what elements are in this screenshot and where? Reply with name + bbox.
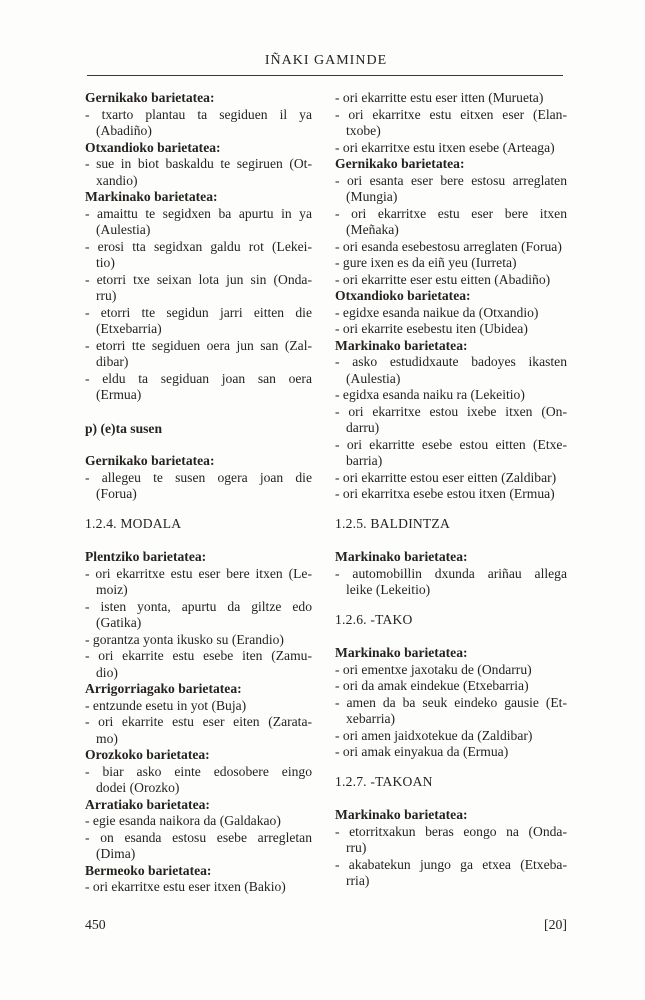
text-line: - etorri tte segidun jarri eitten die (85, 304, 312, 320)
text-line: Plentziko barietatea: (85, 549, 207, 564)
example-item (335, 321, 567, 338)
text-line: - ori ekarritxe estu eser itxen (Bakio) (85, 879, 286, 894)
text-line: (Forua) (96, 486, 137, 501)
text-column-right (335, 90, 567, 896)
example-item (85, 305, 312, 338)
example-item (335, 486, 567, 503)
example-item (85, 764, 312, 797)
text-line: 1.2.7. -TAKOAN (335, 773, 433, 789)
text-line: (Meñaka) (346, 222, 399, 237)
example-item (85, 879, 312, 896)
text-line: Gernikako barietatea: (85, 453, 215, 468)
text-line: (Aulestia) (96, 222, 151, 237)
example-item (335, 857, 567, 890)
text-line: - asko estudidxaute badoyes ikasten (335, 354, 567, 369)
section-heading (85, 516, 312, 533)
text-line: xebarria) (346, 711, 396, 726)
text-line: (Gatika) (96, 615, 142, 630)
example-item (85, 566, 312, 599)
section-label (85, 189, 312, 206)
text-line: - akabatekun jungo ga etxea (Etxeba- (335, 856, 567, 872)
text-line: - ori ekarrite esebestu iten (Ubidea) (335, 321, 528, 336)
example-item (335, 824, 567, 857)
text-line: (Dima) (96, 846, 136, 861)
section-label (85, 453, 312, 470)
section-label (335, 549, 567, 566)
text-line: 1.2.6. -TAKO (335, 611, 413, 627)
text-line: dibar) (96, 354, 129, 369)
text-line: rria) (346, 873, 370, 888)
text-line: Arrigorriagako barietatea: (85, 681, 242, 696)
example-item (85, 272, 312, 305)
section-label (85, 863, 312, 880)
example-item (85, 632, 312, 649)
text-line: - egidxa esanda naiku ra (Lekeitio) (335, 387, 525, 402)
text-line: - ori ementxe jaxotaku de (Ondarru) (335, 661, 532, 677)
example-item (335, 354, 567, 387)
text-line: Markinako barietatea: (85, 189, 218, 204)
text-line: - eldu ta segiduan joan san oera (85, 370, 312, 386)
text-line: - ori ekarritxe estu eitxen eser (Elan- (335, 106, 567, 122)
text-line: - ori ekarritte eser estu eitten (Abadiño) (335, 271, 551, 287)
text-line: - on esanda estosu esebe arregletan (85, 829, 312, 845)
text-line: (Abadiño) (96, 123, 152, 138)
section-heading (335, 774, 567, 791)
text-line: - amen da ba seuk eindeko gausie (Et- (335, 694, 567, 710)
header-rule (87, 75, 563, 76)
text-line: rru) (96, 288, 117, 303)
example-item (335, 173, 567, 206)
example-item (85, 239, 312, 272)
text-line: - ori esanda esebestosu arreglaten (Forua) (335, 238, 562, 254)
example-item (335, 678, 567, 695)
example-item (85, 107, 312, 140)
text-line: txobe) (346, 123, 381, 138)
example-item (335, 90, 567, 107)
example-item (335, 470, 567, 487)
text-line: - ori esanta eser bere estosu arreglaten (335, 172, 567, 188)
text-line: - ori ekarritte estu eser itten (Murueta) (335, 90, 544, 105)
text-line: dio) (96, 664, 118, 680)
example-item (335, 140, 567, 157)
text-line: xandio) (96, 172, 138, 188)
example-item (335, 305, 567, 322)
section-label (335, 807, 567, 824)
example-item (85, 648, 312, 681)
text-line: - amaittu te segidxen ba apurtu in ya (85, 205, 312, 221)
example-item (335, 272, 567, 289)
text-line: Markinako barietatea: (335, 337, 468, 353)
text-line: - ori ekarritte esebe estou eitten (Etxe- (335, 436, 567, 452)
text-line: - ori amak einyakua da (Ermua) (335, 744, 509, 759)
text-line: 1.2.5. BALDINTZA (335, 515, 450, 531)
text-line: - ori ekarritxe estu eser bere itxen (335, 205, 567, 221)
text-line: p) (e)ta susen (85, 420, 163, 436)
example-item (85, 371, 312, 404)
section-label (85, 90, 312, 107)
text-line: - automobillin dxunda ariñau allega (335, 565, 567, 581)
example-item (85, 813, 312, 830)
text-line: tio) (96, 255, 115, 270)
text-line: leike (Lekeitio) (346, 582, 431, 597)
section-label (85, 549, 312, 566)
text-line: rru) (346, 840, 367, 855)
text-line: - gorantza yonta ikusko su (Erandio) (85, 631, 284, 647)
section-heading (335, 516, 567, 533)
text-line: Gernikako barietatea: (335, 156, 465, 171)
text-line: - entzunde esetu in yot (Buja) (85, 697, 247, 713)
text-line: mo) (96, 730, 118, 746)
text-line: - isten yonta, apurtu da giltze edo (85, 598, 312, 614)
text-line: - gure ixen es da eiñ yeu (Iurreta) (335, 255, 517, 270)
text-line: darru) (346, 420, 380, 435)
example-item (335, 107, 567, 140)
text-line: Arratiako barietatea: (85, 796, 210, 812)
example-item (335, 239, 567, 256)
text-line: - etorritxakun beras eongo na (Onda- (335, 823, 567, 839)
section-label (335, 156, 567, 173)
text-line: - allegeu te susen ogera joan die (85, 469, 312, 485)
text-line: - ori amen jaidxotekue da (Zaldibar) (335, 727, 533, 743)
section-label (335, 338, 567, 355)
text-line: - ori ekarritte estou eser eitten (Zaldibar) (335, 469, 557, 485)
example-item (85, 830, 312, 863)
page-body (85, 90, 567, 896)
text-column-left (85, 90, 312, 896)
text-line: - ori ekarritxe estou ixebe itxen (On- (335, 403, 567, 419)
example-item (335, 206, 567, 239)
text-line: - txarto plantau ta segiduen il ya (85, 106, 312, 122)
text-line: (Aulestia) (346, 370, 401, 386)
text-line: - ori ekarritxa esebe estou itxen (Ermua) (335, 486, 555, 501)
example-item (85, 470, 312, 503)
example-item (335, 744, 567, 761)
text-line: - etorri tte segiduen oera jun san (Zal- (85, 337, 312, 353)
text-line: (Ermua) (96, 387, 142, 402)
text-line: - ori da amak eindekue (Etxebarria) (335, 678, 529, 693)
section-heading (335, 612, 567, 629)
text-line: - ori ekarrite estu esebe iten (Zamu- (85, 648, 312, 663)
text-line: - ori ekarrite estu eser eiten (Zarata- (85, 714, 312, 729)
text-line: moiz) (96, 582, 128, 597)
example-item (335, 387, 567, 404)
running-header-author: IÑAKI GAMINDE (264, 53, 388, 68)
text-line: - sue in biot baskaldu te segiruen (Ot- (85, 156, 312, 171)
text-line: - ori ekarritxe estu itxen esebe (Arteaga) (335, 139, 555, 155)
text-line: barria) (346, 453, 383, 468)
text-line: (Etxebarria) (96, 321, 162, 336)
text-line: Markinako barietatea: (335, 549, 468, 564)
example-item (335, 662, 567, 679)
example-item (335, 437, 567, 470)
section-label (335, 645, 567, 662)
text-line: Otxandioko barietatea: (335, 288, 471, 303)
text-line: Otxandioko barietatea: (85, 139, 221, 155)
text-line: 1.2.4. MODALA (85, 515, 182, 531)
example-item (85, 698, 312, 715)
example-item (335, 255, 567, 272)
section-label (85, 140, 312, 157)
text-line: Bermeoko barietatea: (85, 862, 212, 878)
example-item (85, 338, 312, 371)
text-line: - ori ekarritxe estu eser bere itxen (Le- (85, 565, 312, 581)
text-line: - etorri txe seixan lota jun sin (Onda- (85, 271, 312, 287)
example-item (335, 728, 567, 745)
sub-label (85, 421, 312, 438)
section-label (335, 288, 567, 305)
text-line: - egidxe esanda naikue da (Otxandio) (335, 304, 539, 320)
text-line: Gernikako barietatea: (85, 90, 215, 105)
text-line: (Mungia) (346, 189, 398, 204)
example-item (85, 156, 312, 189)
example-item (335, 566, 567, 599)
text-line: Markinako barietatea: (335, 807, 468, 822)
example-item (85, 714, 312, 747)
text-line: dodei (Orozko) (96, 780, 180, 795)
text-line: Orozkoko barietatea: (85, 747, 210, 762)
text-line: - egie esanda naikora da (Galdakao) (85, 813, 281, 828)
text-line: - biar asko einte edosobere eingo (85, 763, 312, 779)
example-item (85, 206, 312, 239)
issue-page-number: [20] (544, 917, 567, 932)
text-line: - erosi tta segidxan galdu rot (Lekei- (85, 238, 312, 254)
text-line: Markinako barietatea: (335, 645, 468, 660)
page-number: 450 (85, 917, 106, 932)
section-label (85, 681, 312, 698)
section-label (85, 747, 312, 764)
example-item (85, 599, 312, 632)
example-item (335, 404, 567, 437)
example-item (335, 695, 567, 728)
section-label (85, 797, 312, 814)
